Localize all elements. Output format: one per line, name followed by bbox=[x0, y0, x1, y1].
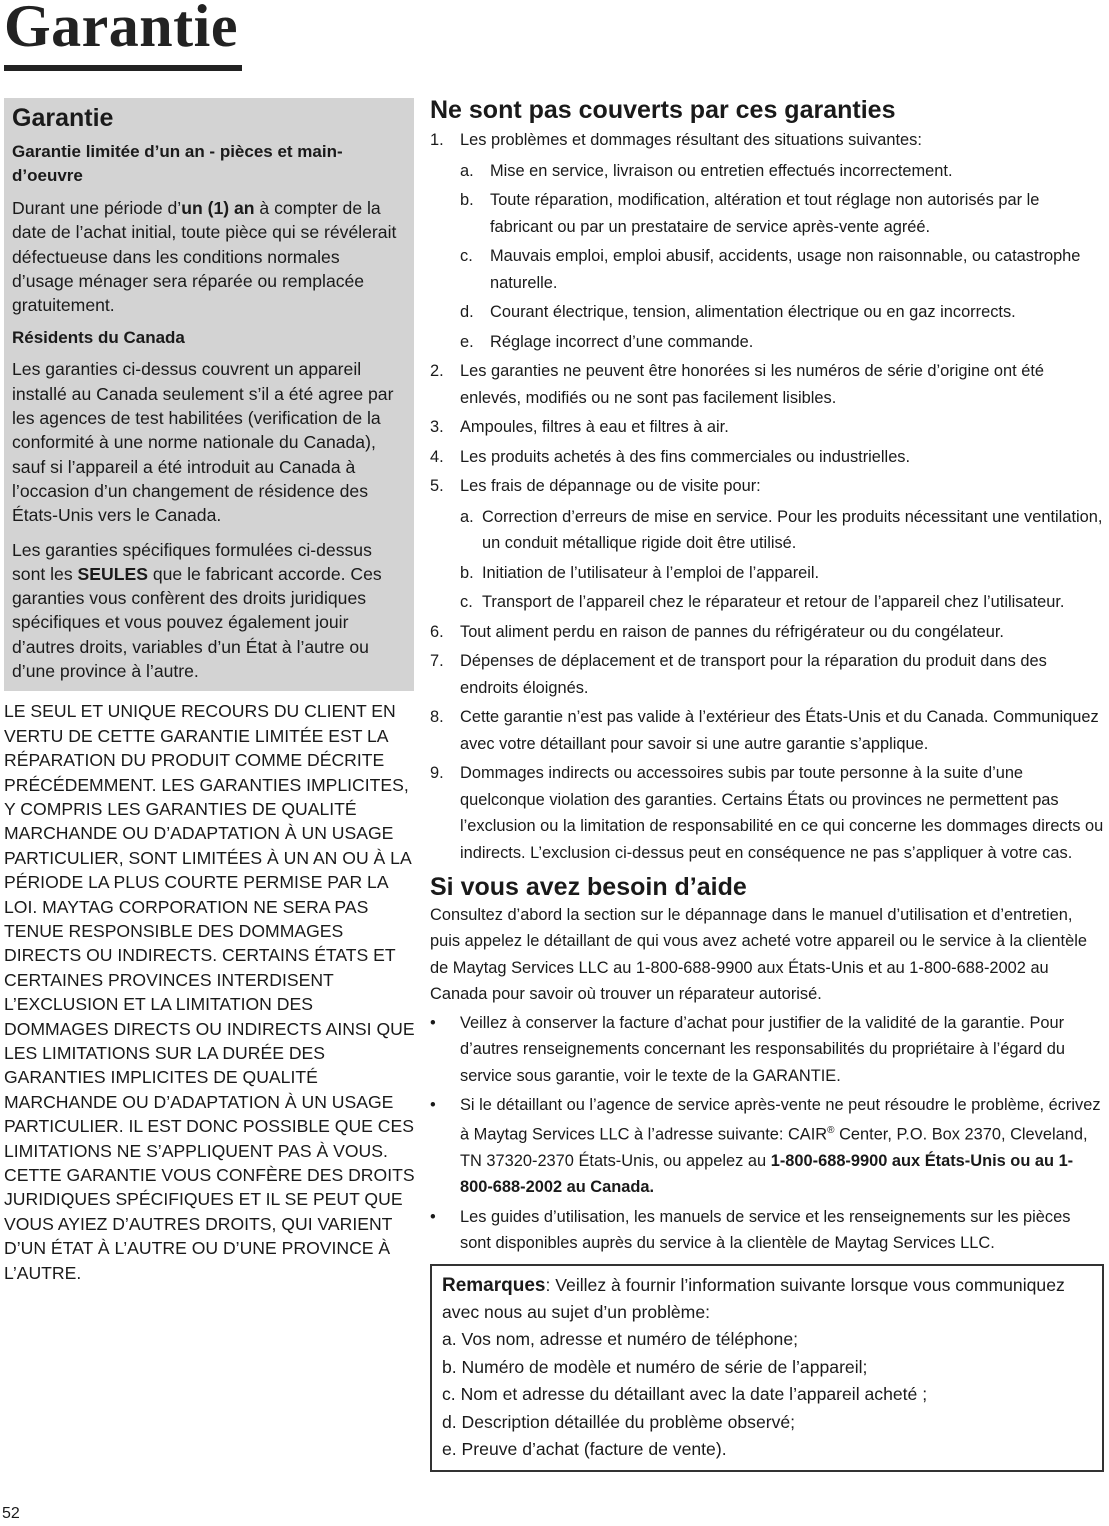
sub-list-item bbox=[460, 299, 1104, 326]
remarks-line: b. Numéro de modèle et numéro de série de l’appareil; bbox=[442, 1356, 868, 1377]
help-heading: Si vous avez besoin d’aide bbox=[430, 873, 747, 901]
list-item-number: 9. bbox=[430, 764, 444, 782]
sub-list-item-letter: b. bbox=[460, 191, 474, 209]
warranty-text: à compter de la date de l’achat initial, toute pièce qui se révélerait défectueuse dans les conditions normales d’usage ménager sera réparée ou remplacée gratuitement. bbox=[12, 198, 397, 316]
help-bullets bbox=[430, 1010, 1104, 1256]
bullet-icon: • bbox=[430, 1014, 436, 1033]
sub-list-item-letter: a. bbox=[460, 161, 474, 180]
list-item-text: Tout aliment perdu en raison de pannes du réfrigérateur ou du congélateur. bbox=[460, 622, 1004, 641]
remarks-text: : Veillez à fournir l’information suivante lorsque vous communiquez avec nous au sujet d’un problème: bbox=[442, 1275, 1065, 1323]
sub-list-item bbox=[460, 158, 1104, 185]
phone-numbers: 1-800-688-9900 aux États-Unis ou au 1-800-688-2002 au Canada. bbox=[460, 1152, 1074, 1197]
list-item-text: Cette garantie n’est pas valide à l’extérieur des États-Unis et du Canada. Communiquez avec votre détaillant pour savoir si une autre garantie s’applique. bbox=[460, 708, 1099, 753]
sub-list-item-text: Correction d’erreurs de mise en service. Pour les produits nécessitant une ventilation, un conduit métallique rigide doit être utilisé. bbox=[482, 507, 1103, 552]
seules-emphasis: SEULES bbox=[77, 563, 148, 584]
list-item-text: Dommages indirects ou accessoires subis par toute personne à la suite d’une quelconque violation des garanties. Certains États ou provinces ne permettent pas l’exclusion ou la limitation de responsabilité en ce qui concerne les dommages directs ou indirects. L’exclusion ci-dessus peut en conséquence ne pas s’appliquer à votre cas. bbox=[460, 764, 1104, 862]
bullet-icon: • bbox=[430, 1096, 436, 1115]
sub-list-item-letter: d. bbox=[460, 303, 474, 321]
warranty-paragraph bbox=[12, 196, 406, 317]
registered-mark: ® bbox=[827, 1125, 835, 1137]
remarks-line: a. Vos nom, adresse et numéro de téléphone; bbox=[442, 1329, 799, 1350]
left-column bbox=[4, 98, 414, 1285]
canada-paragraph: Les garanties ci-dessus couvrent un appareil installé au Canada seulement s’il a été agree par les agences de test habilitées (verification de la conformité à une norme nationale du Canada), sauf si l’appareil a été introduit au Canada à l’occasion d’un changement de résidence des États-Unis vers le Canada. bbox=[12, 359, 394, 526]
right-column bbox=[430, 95, 1104, 1472]
page-number: 52 bbox=[2, 1505, 20, 1522]
list-item bbox=[430, 473, 1104, 616]
warranty-duration: un (1) an bbox=[181, 198, 255, 218]
sub-list-item-letter: c. bbox=[460, 593, 473, 611]
list-item bbox=[430, 1010, 1104, 1089]
limitation-caps-paragraph: LE SEUL ET UNIQUE RECOURS DU CLIENT EN VERTU DE CETTE GARANTIE LIMITÉE EST LA RÉPARATION DU PRODUIT COMME DÉCRITE PRÉCÉDEMMENT. LES GARANTIES IMPLICITES, Y COMPRIS LES GARANTIES DE QUALITÉ MARCHANDE OU D’ADAPTATION À UN USAGE PARTICULIER, SONT LIMITÉES À UN AN OU À LA PÉRIODE LA PLUS COURTE PERMISE PAR LA LOI. MAYTAG CORPORATION NE SERA PAS TENUE RESPONSIBLE DES DOMMAGES DIRECTS OU INDIRECTS. CERTAINS ÉTATS ET CERTAINES PROVINCES INTERDISENT L’EXCLUSION ET LA LIMITATION DES DOMMAGES DIRECTS OU INDIRECTS AINSI QUE LES LIMITATIONS SUR LA DURÉE DES GARANTIES IMPLICITES DE QUALITÉ MARCHANDE OU D’ADAPTATION À UN USAGE PARTICULIER. IL EST DONC POSSIBLE QUE CES LIMITATIONS NE S’APPLIQUENT PAS À VOUS. CETTE GARANTIE VOUS CONFÈRE DES DROITS JURIDIQUES SPÉCIFIQUES ET IL SE PEUT QUE VOUS AYIEZ D’AUTRES DROITS, QUI VARIENT D’UN ÉTAT À L’AUTRE OU D’UNE PROVINCE À L’AUTRE. bbox=[4, 701, 415, 1283]
list-item-number: 6. bbox=[430, 622, 444, 641]
sub-list-item bbox=[460, 504, 1104, 557]
list-item bbox=[430, 619, 1104, 646]
list-item-text: Les garanties ne peuvent être honorées si les numéros de série d’origine ont été enlevés, modifiés ou ne sont pas facilement lisibles. bbox=[460, 362, 1045, 407]
list-item bbox=[430, 760, 1104, 866]
list-item bbox=[430, 127, 1104, 355]
list-item bbox=[430, 1092, 1104, 1201]
bullet-icon: • bbox=[430, 1207, 436, 1226]
not-covered-heading: Ne sont pas couverts par ces garanties bbox=[430, 96, 896, 124]
bullet-text: Veillez à conserver la facture d’achat pour justifier de la validité de la garantie. Pour d’autres renseignements concernant les responsabilités du propriétaire à l’égard du service sous garantie, voir le texte de la GARANTIE. bbox=[460, 1014, 1065, 1085]
not-covered-list bbox=[430, 127, 1104, 866]
list-item-text: Les produits achetés à des fins commerciales ou industrielles. bbox=[460, 447, 911, 466]
specific-text: que le fabricant accorde. Ces garanties vous confèrent des droits juridiques spécifiques et vous pouvez également jouir d’autres droits, variables d’un État à l’autre ou d’une province à l’autre. bbox=[12, 563, 382, 682]
sub-list-item bbox=[460, 329, 1104, 356]
warranty-box bbox=[4, 98, 414, 691]
sub-list-item bbox=[460, 187, 1104, 240]
sub-list-item-text: Mise en service, livraison ou entretien effectués incorrectement. bbox=[490, 161, 953, 180]
sub-list bbox=[460, 504, 1104, 616]
sub-list-item-text: Transport de l’appareil chez le réparateur et retour de l’appareil chez l’utilisateur. bbox=[482, 593, 1065, 611]
list-item bbox=[430, 444, 1104, 471]
warranty-subtitle: Garantie limitée d’un an - pièces et main-d’oeuvre bbox=[12, 142, 343, 185]
sub-list-item-text: Initiation de l’utilisateur à l’emploi de l’appareil. bbox=[482, 563, 820, 582]
sub-list-item bbox=[460, 243, 1104, 296]
sub-list-item-letter: a. bbox=[460, 507, 474, 526]
remarks-line: c. Nom et adresse du détaillant avec la date l’appareil acheté ; bbox=[442, 1384, 928, 1405]
sub-list-item-letter: c. bbox=[460, 247, 473, 265]
specific-text: Les garanties spécifiques formulées ci-dessus sont les bbox=[12, 539, 372, 584]
sub-list-item-text: Courant électrique, tension, alimentation électrique ou en gaz incorrects. bbox=[490, 303, 1016, 321]
list-item bbox=[430, 704, 1104, 757]
sub-list-item-letter: e. bbox=[460, 332, 474, 351]
bullet-text: Les guides d’utilisation, les manuels de service et les renseignements sur les pièces sont disponibles auprès du service à la clientèle de Maytag Services LLC. bbox=[460, 1207, 1071, 1253]
list-item-number: 1. bbox=[430, 131, 444, 149]
bullet-text: Center, P.O. Box 2370, Cleveland, TN 37320-2370 États-Unis, ou appelez au bbox=[460, 1125, 1088, 1171]
remarks-label: Remarques bbox=[442, 1275, 546, 1297]
bullet-text: Si le détaillant ou l’agence de service après-vente ne peut résoudre le problème, écrivez à Maytag Services LLC à l’adresse suivante: CAIR bbox=[460, 1096, 1101, 1144]
list-item-number: 5. bbox=[430, 477, 444, 495]
sub-list-item-text: Mauvais emploi, emploi abusif, accidents, usage non raisonnable, ou catastrophe naturelle. bbox=[490, 247, 1081, 292]
list-item-text: Les frais de dépannage ou de visite pour: bbox=[460, 477, 761, 495]
remarks-box bbox=[430, 1264, 1104, 1472]
list-item-text: Dépenses de déplacement et de transport pour la réparation du produit dans des endroits éloignés. bbox=[460, 652, 1047, 697]
list-item bbox=[430, 358, 1104, 411]
sub-list-item-text: Toute réparation, modification, altération et tout réglage non autorisés par le fabricant ou par un prestataire de service après-vente agréé. bbox=[490, 191, 1040, 236]
remarks-line: e. Preuve d’achat (facture de vente). bbox=[442, 1439, 727, 1460]
list-item-number: 8. bbox=[430, 708, 444, 726]
remarks-intro bbox=[442, 1272, 1092, 1326]
list-item-number: 3. bbox=[430, 418, 444, 436]
specific-warranty-paragraph bbox=[12, 538, 406, 684]
canada-heading: Résidents du Canada bbox=[12, 328, 185, 348]
list-item-text: Ampoules, filtres à eau et filtres à air. bbox=[460, 418, 729, 436]
title-rule bbox=[4, 65, 242, 71]
sub-list-item-letter: b. bbox=[460, 563, 474, 582]
list-item-number: 4. bbox=[430, 447, 444, 466]
warranty-box-title: Garantie bbox=[12, 104, 114, 132]
sub-list-item bbox=[460, 589, 1104, 616]
list-item-number: 2. bbox=[430, 362, 444, 380]
help-intro: Consultez d’abord la section sur le dépannage dans le manuel d’utilisation et d’entretien, puis appelez le détaillant de qui vous avez acheté votre appareil ou le service à la clientèle de Maytag Services LLC au 1-800-688-9900 aux États-Unis et au 1-800-688-2002 au Canada pour savoir où trouver un réparateur autorisé. bbox=[430, 906, 1087, 1003]
list-item-text: Les problèmes et dommages résultant des situations suivantes: bbox=[460, 131, 922, 149]
sub-list-item bbox=[460, 560, 1104, 587]
sub-list bbox=[460, 158, 1104, 356]
remarks-line: d. Description détaillée du problème observé; bbox=[442, 1411, 796, 1432]
sub-list-item-text: Réglage incorrect d’une commande. bbox=[490, 332, 754, 351]
list-item bbox=[430, 1204, 1104, 1257]
warranty-text: Durant une période d’ bbox=[12, 198, 182, 218]
list-item-number: 7. bbox=[430, 652, 444, 670]
list-item bbox=[430, 414, 1104, 441]
list-item bbox=[430, 648, 1104, 701]
page-title: Garantie bbox=[4, 0, 238, 59]
